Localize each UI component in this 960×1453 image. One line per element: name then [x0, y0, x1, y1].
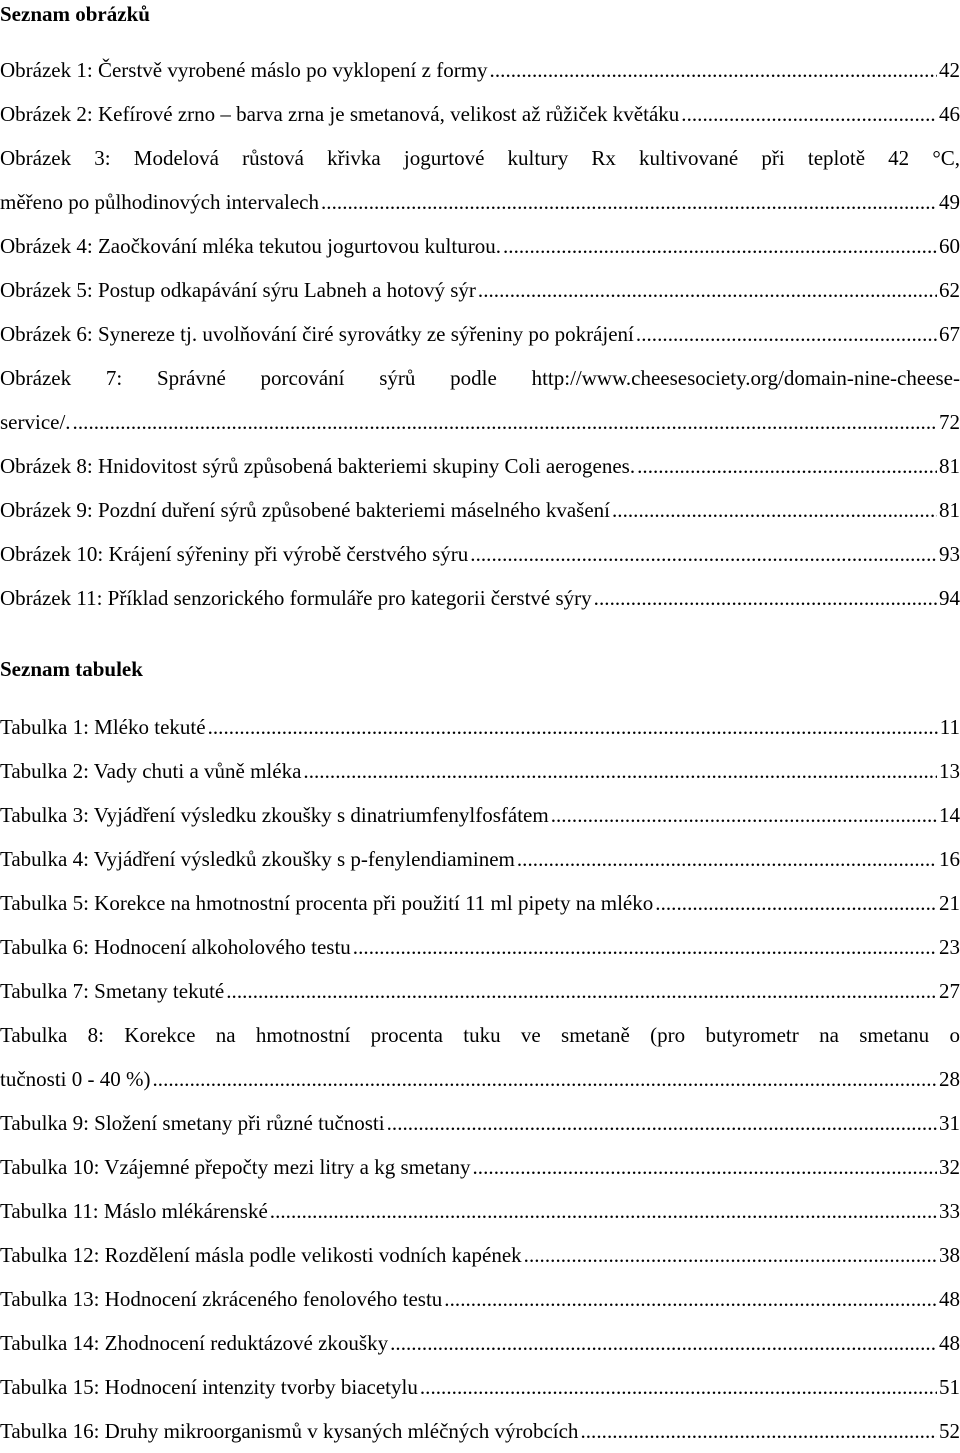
- dot-leader: [387, 1101, 937, 1145]
- dot-leader: [208, 705, 938, 749]
- dot-leader: [270, 1189, 937, 1233]
- table-entry[interactable]: [0, 1409, 960, 1453]
- dot-leader: [152, 1057, 937, 1101]
- figure-entry-page-number: 81: [939, 454, 960, 478]
- table-entry[interactable]: [0, 1277, 960, 1321]
- dot-leader: [470, 532, 937, 576]
- dot-leader: [681, 92, 937, 136]
- dot-leader: [226, 969, 937, 1013]
- figure-entry-text: Obrázek 4: Zaočkování mléka tekutou jogurtovou kulturou.: [0, 234, 501, 258]
- figure-entry-text: Obrázek 6: Synereze tj. uvolňování čiré syrovátky ze sýřeniny po pokrájení: [0, 322, 634, 346]
- figure-entry-text: Obrázek 1: Čerstvě vyrobené máslo po vyklopení z formy: [0, 58, 488, 82]
- figure-entry-text-line1: Obrázek 3: Modelová růstová křivka jogurtové kultury Rx kultivované při teplotě 42 °C,: [0, 146, 960, 170]
- figure-entry-text: service/.: [0, 410, 71, 434]
- table-entry-text: Tabulka 16: Druhy mikroorganismů v kysaných mléčných výrobcích: [0, 1419, 579, 1443]
- figure-entry[interactable]: [0, 224, 960, 268]
- dot-leader: [580, 1409, 937, 1453]
- table-entry-page-number: 27: [939, 979, 960, 1003]
- figure-entry-page-number: 93: [939, 542, 960, 566]
- dot-leader: [390, 1321, 937, 1365]
- figure-entry[interactable]: [0, 400, 960, 444]
- table-entry-text: Tabulka 15: Hodnocení intenzity tvorby biacetylu: [0, 1375, 418, 1399]
- table-entry-text: Tabulka 4: Vyjádření výsledků zkoušky s p-fenylendiaminem: [0, 847, 515, 871]
- dot-leader: [636, 312, 937, 356]
- table-entry-text-line1: Tabulka 8: Korekce na hmotnostní procenta tuku ve smetaně (pro butyrometr na smetanu o: [0, 1023, 960, 1047]
- figure-entry-text: měřeno po půlhodinových intervalech: [0, 190, 319, 214]
- dot-leader: [420, 1365, 937, 1409]
- figure-entry-text: Obrázek 8: Hnidovitost sýrů způsobená bakteriemi skupiny Coli aerogenes.: [0, 454, 636, 478]
- figure-entry[interactable]: [0, 268, 960, 312]
- dot-leader: [73, 400, 937, 444]
- table-entry-text: Tabulka 2: Vady chuti a vůně mléka: [0, 759, 302, 783]
- table-entry-page-number: 16: [939, 847, 960, 871]
- table-entry-page-number: 14: [939, 803, 960, 827]
- table-entry[interactable]: [0, 705, 960, 749]
- table-entry-page-number: 11: [939, 715, 960, 739]
- table-entry-text: Tabulka 1: Mléko tekuté: [0, 715, 206, 739]
- table-entry[interactable]: [0, 749, 960, 793]
- table-entry[interactable]: [0, 1057, 960, 1101]
- table-entry-page-number: 21: [939, 891, 960, 915]
- table-entry[interactable]: [0, 1145, 960, 1189]
- table-entry-page-number: 48: [939, 1287, 960, 1311]
- table-entry-page-number: 31: [939, 1111, 960, 1135]
- table-entry-text: Tabulka 14: Zhodnocení reduktázové zkoušky: [0, 1331, 389, 1355]
- table-entry[interactable]: [0, 969, 960, 1013]
- figure-entry[interactable]: [0, 312, 960, 356]
- table-entry-text: Tabulka 5: Korekce na hmotnostní procenta při použití 11 ml pipety na mléko: [0, 891, 654, 915]
- figure-entry[interactable]: [0, 488, 960, 532]
- figure-entry-page-number: 49: [939, 190, 960, 214]
- figures-list: [0, 48, 960, 620]
- figure-entry-text: Obrázek 11: Příklad senzorického formuláře pro kategorii čerstvé sýry: [0, 586, 592, 610]
- figure-entry[interactable]: [0, 48, 960, 92]
- table-entry-page-number: 32: [939, 1155, 960, 1179]
- dot-leader: [321, 180, 937, 224]
- figure-entry-page-number: 62: [939, 278, 960, 302]
- table-entry[interactable]: [0, 881, 960, 925]
- figure-entry[interactable]: [0, 444, 960, 488]
- figure-entry-page-number: 42: [939, 58, 960, 82]
- figure-entry[interactable]: [0, 180, 960, 224]
- table-entry-text: Tabulka 6: Hodnocení alkoholového testu: [0, 935, 351, 959]
- dot-leader: [473, 1145, 938, 1189]
- figure-entry-page-number: 81: [939, 498, 960, 522]
- table-entry-text: Tabulka 10: Vzájemné přepočty mezi litry a kg smetany: [0, 1155, 471, 1179]
- dot-leader: [517, 837, 937, 881]
- table-entry-page-number: 33: [939, 1199, 960, 1223]
- table-entry-text: tučnosti 0 - 40 %): [0, 1067, 151, 1091]
- table-entry-text: Tabulka 7: Smetany tekuté: [0, 979, 225, 1003]
- table-entry-page-number: 38: [939, 1243, 960, 1267]
- table-entry-text: Tabulka 3: Vyjádření výsledku zkoušky s dinatriumfenylfosfátem: [0, 803, 549, 827]
- table-entry[interactable]: [0, 793, 960, 837]
- figure-entry-text: Obrázek 2: Kefírové zrno – barva zrna je smetanová, velikost až růžiček květáku: [0, 102, 680, 126]
- table-entry[interactable]: [0, 1321, 960, 1365]
- figure-entry[interactable]: [0, 532, 960, 576]
- figure-entry-page-number: 94: [939, 586, 960, 610]
- dot-leader: [444, 1277, 937, 1321]
- table-entry-text: Tabulka 13: Hodnocení zkráceného fenolového testu: [0, 1287, 443, 1311]
- figure-entry-text: Obrázek 10: Krájení sýřeniny při výrobě čerstvého sýru: [0, 542, 469, 566]
- table-entry[interactable]: [0, 1189, 960, 1233]
- dot-leader: [503, 224, 937, 268]
- figure-entry-text: Obrázek 5: Postup odkapávání sýru Labneh a hotový sýr: [0, 278, 476, 302]
- tables-heading: Seznam tabulek: [0, 657, 143, 681]
- dot-leader: [478, 268, 937, 312]
- figure-entry-text-line1: Obrázek 7: Správné porcování sýrů podle http://www.cheesesociety.org/domain-nine-cheese-: [0, 366, 960, 390]
- table-entry-page-number: 48: [939, 1331, 960, 1355]
- table-entry-page-number: 51: [939, 1375, 960, 1399]
- figure-entry-page-number: 60: [939, 234, 960, 258]
- dot-leader: [303, 749, 937, 793]
- figure-entry-page-number: 46: [939, 102, 960, 126]
- table-entry[interactable]: [0, 1365, 960, 1409]
- table-entry[interactable]: [0, 925, 960, 969]
- dot-leader: [612, 488, 937, 532]
- table-entry-text: Tabulka 12: Rozdělení másla podle velikosti vodních kapének: [0, 1243, 522, 1267]
- figure-entry-page-number: 67: [939, 322, 960, 346]
- dot-leader: [353, 925, 937, 969]
- dot-leader: [594, 576, 937, 620]
- dot-leader: [551, 793, 937, 837]
- figure-entry[interactable]: [0, 576, 960, 620]
- figure-entry-page-number: 72: [939, 410, 960, 434]
- table-entry-text: Tabulka 11: Máslo mlékárenské: [0, 1199, 268, 1223]
- figures-heading: Seznam obrázků: [0, 2, 150, 26]
- dot-leader: [524, 1233, 937, 1277]
- table-entry[interactable]: [0, 1101, 960, 1145]
- dot-leader: [655, 881, 937, 925]
- tables-list: [0, 705, 960, 1453]
- table-entry-page-number: 13: [939, 759, 960, 783]
- table-entry-page-number: 23: [939, 935, 960, 959]
- table-entry-page-number: 28: [939, 1067, 960, 1091]
- table-entry[interactable]: [0, 1233, 960, 1277]
- table-entry-page-number: 52: [939, 1419, 960, 1443]
- table-entry-text: Tabulka 9: Složení smetany při různé tučnosti: [0, 1111, 385, 1135]
- table-entry[interactable]: [0, 837, 960, 881]
- figure-entry[interactable]: [0, 92, 960, 136]
- dot-leader: [490, 48, 937, 92]
- dot-leader: [637, 444, 937, 488]
- figure-entry-text: Obrázek 9: Pozdní duření sýrů způsobené bakteriemi máselného kvašení: [0, 498, 610, 522]
